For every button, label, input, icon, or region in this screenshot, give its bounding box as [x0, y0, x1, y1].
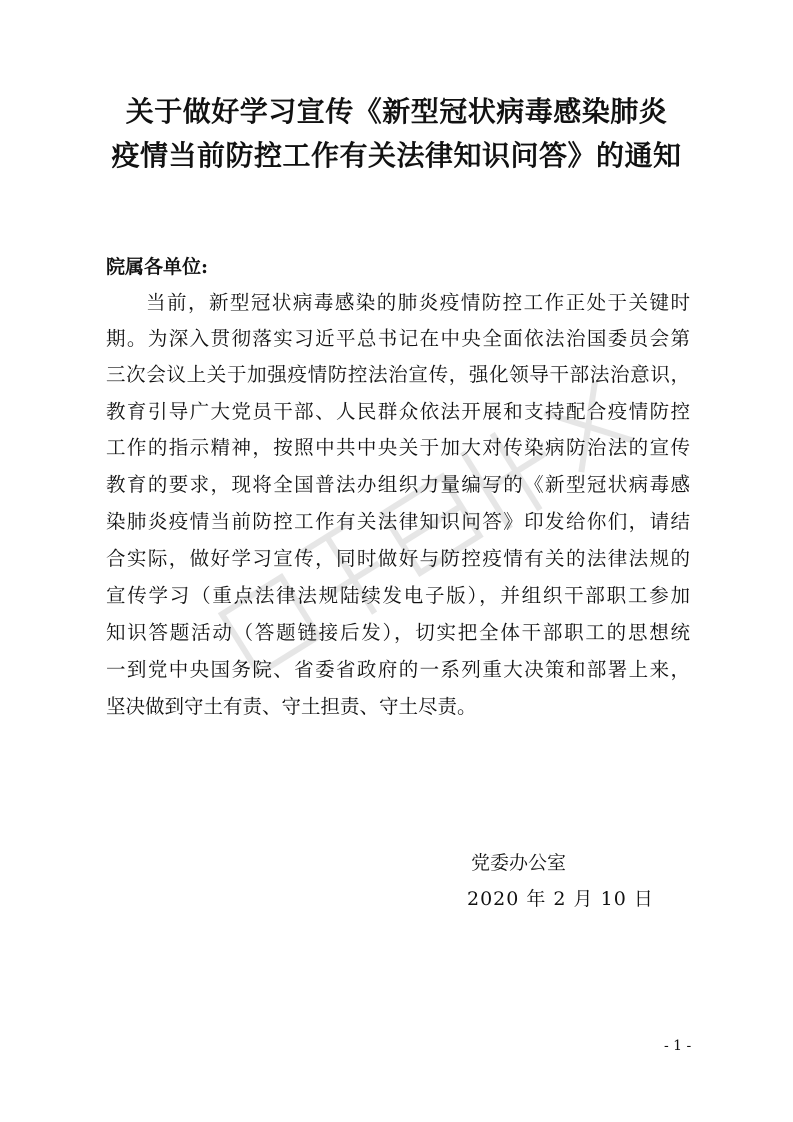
body-line: 三次会议上关于加强疫情防控法治宣传，强化领导干部法治意识，: [106, 363, 690, 386]
salutation: 院属各单位:: [106, 256, 209, 278]
body-line: 染肺炎疫情当前防控工作有关法律知识问答》印发给你们，请结: [106, 510, 690, 533]
body-line: 期。为深入贯彻落实习近平总书记在中央全面依法治国委员会第: [106, 327, 690, 350]
body-line: 当前，新型冠状病毒感染的肺炎疫情防控工作正处于关键时: [146, 291, 690, 314]
body-line: 宣传学习（重点法律法规陆续发电子版），并组织干部职工参加: [106, 584, 690, 607]
issue-date: 2020 年 2 月 10 日: [467, 888, 654, 910]
body-line: 坚决做到守土有责、守土担责、守土尽责。: [106, 695, 477, 718]
page-number: - 1 -: [664, 1038, 692, 1054]
body-line: 一到党中央国务院、省委省政府的一系列重大决策和部署上来，: [106, 658, 690, 681]
body-line: 合实际，做好学习宣传，同时做好与防控疫情有关的法律法规的: [106, 547, 690, 570]
body-line: 教育的要求，现将全国普法办组织力量编写的《新型冠状病毒感: [106, 473, 690, 496]
signer: 党委办公室: [471, 852, 567, 874]
document-title-line-1: 关于做好学习宣传《新型冠状病毒感染肺炎: [125, 95, 668, 128]
document-title-line-2: 疫情当前防控工作有关法律知识问答》的通知: [111, 139, 682, 172]
body-line: 教育引导广大党员干部、人民群众依法开展和支持配合疫情防控: [106, 400, 690, 423]
body-line: 知识答题活动（答题链接后发），切实把全体干部职工的思想统: [106, 621, 690, 644]
body-line: 工作的指示精神，按照中共中央关于加大对传染病防治法的宣传: [106, 436, 690, 459]
